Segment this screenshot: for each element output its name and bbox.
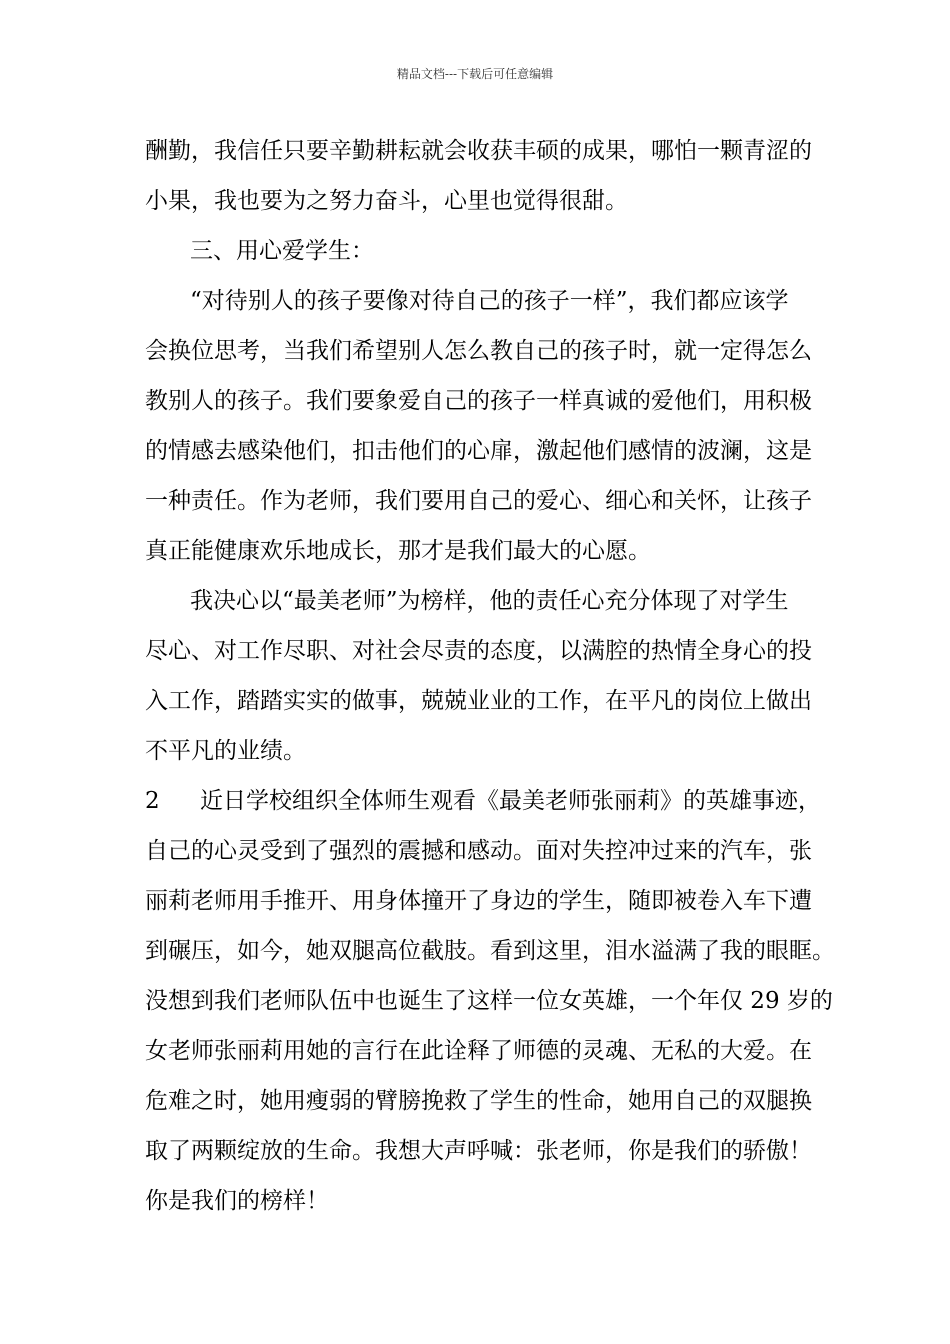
paragraph-line: 教别人的孩子。我们要象爱自己的孩子一样真诚的爱他们，用积极 bbox=[145, 388, 812, 414]
paragraph-line: 自己的心灵受到了强烈的震撼和感动。面对失控冲过来的汽车，张 bbox=[145, 838, 812, 864]
paragraph-line: 取了两颗绽放的生命。我想大声呼喊：张老师，你是我们的骄傲！ bbox=[145, 1138, 812, 1164]
paragraph-line: 没想到我们老师队伍中也诞生了这样一位女英雄，一个年仅 29 岁的 bbox=[145, 988, 833, 1014]
paragraph-line: 小果，我也要为之努力奋斗，心里也觉得很甜。 bbox=[145, 188, 628, 214]
paragraph-line: 你是我们的榜样！ bbox=[145, 1188, 329, 1214]
section-number: 2 bbox=[145, 788, 160, 814]
paragraph-line: 丽莉老师用手推开、用身体撞开了身边的学生，随即被卷入车下遭 bbox=[145, 888, 812, 914]
paragraph-line: 近日学校组织全体师生观看《最美老师张丽莉》的英雄事迹， bbox=[200, 788, 821, 814]
section-heading: 三、用心爱学生： bbox=[190, 238, 374, 264]
paragraph-line: 尽心、对工作尽职、对社会尽责的态度，以满腔的热情全身心的投 bbox=[145, 638, 812, 664]
paragraph-line: 入工作，踏踏实实的做事，兢兢业业的工作，在平凡的岗位上做出 bbox=[145, 688, 812, 714]
paragraph-line: “对待别人的孩子要像对待自己的孩子一样”，我们都应该学 bbox=[190, 288, 789, 314]
paragraph-line: 危难之时，她用瘦弱的臂膀挽救了学生的性命，她用自己的双腿换 bbox=[145, 1088, 812, 1114]
paragraph-line: 到碾压，如今，她双腿高位截肢。看到这里，泪水溢满了我的眼眶。 bbox=[145, 938, 835, 964]
paragraph-line: 我决心以“最美老师”为榜样，他的责任心充分体现了对学生 bbox=[190, 588, 789, 614]
paragraph-line: 女老师张丽莉用她的言行在此诠释了师德的灵魂、无私的大爱。在 bbox=[145, 1038, 812, 1064]
paragraph-line: 不平凡的业绩。 bbox=[145, 738, 306, 764]
paragraph-line: 真正能健康欢乐地成长，那才是我们最大的心愿。 bbox=[145, 538, 651, 564]
paragraph-line: 会换位思考，当我们希望别人怎么教自己的孩子时，就一定得怎么 bbox=[145, 338, 812, 364]
paragraph-line: 一种责任。作为老师，我们要用自己的爱心、细心和关怀，让孩子 bbox=[145, 488, 812, 514]
paragraph-line: 酬勤，我信任只要辛勤耕耘就会收获丰硕的成果，哪怕一颗青涩的 bbox=[145, 138, 812, 164]
page-header: 精品文档---下载后可任意编辑 bbox=[396, 67, 554, 81]
paragraph-line: 的情感去感染他们，扣击他们的心扉，激起他们感情的波澜，这是 bbox=[145, 438, 812, 464]
